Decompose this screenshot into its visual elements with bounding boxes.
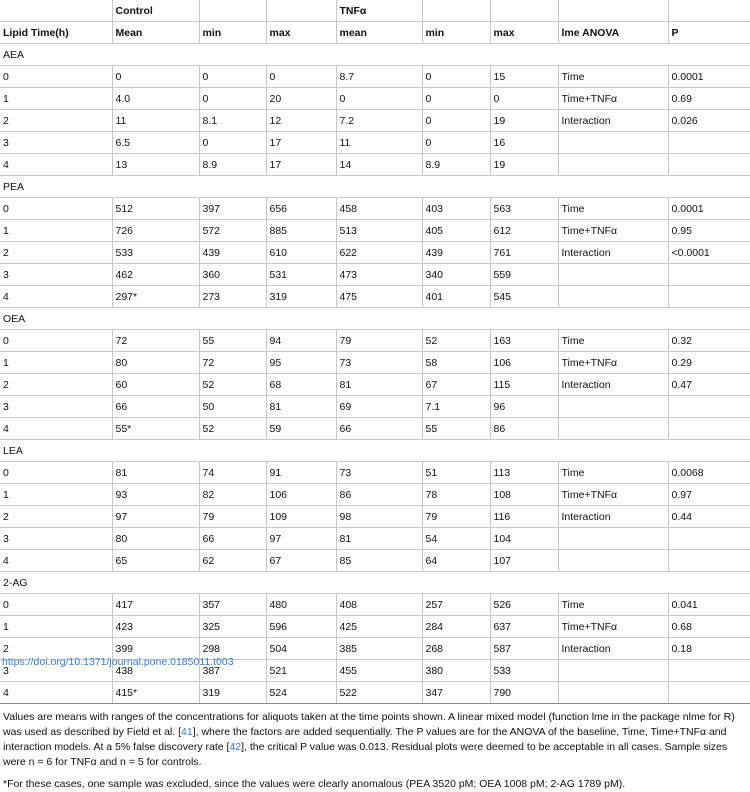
table-cell [668, 154, 750, 176]
table-cell: 67 [422, 374, 490, 396]
table-cell: Time [558, 462, 668, 484]
group-label: OEA [0, 308, 750, 330]
table-cell: 55 [422, 418, 490, 440]
table-cell: max [266, 22, 336, 44]
table-cell: 408 [336, 594, 422, 616]
table-cell: 108 [490, 484, 558, 506]
table-cell: 380 [422, 660, 490, 682]
table-cell: 58 [422, 352, 490, 374]
table-cell: 761 [490, 242, 558, 264]
table-cell [558, 528, 668, 550]
table-cell: 545 [490, 286, 558, 308]
table-cell [668, 286, 750, 308]
table-cell: 17 [266, 132, 336, 154]
table-cell: max [490, 22, 558, 44]
table-cell: 115 [490, 374, 558, 396]
table-cell: min [199, 22, 266, 44]
table-cell [668, 0, 750, 22]
table-cell: 0.18 [668, 638, 750, 660]
table-cell: 69 [336, 396, 422, 418]
table-cell: 7.1 [422, 396, 490, 418]
table-cell: Interaction [558, 638, 668, 660]
table-cell: 2 [0, 242, 112, 264]
table-cell: 2 [0, 638, 112, 660]
table-cell: 52 [199, 418, 266, 440]
table-cell: 12 [266, 110, 336, 132]
group-label: 2-AG [0, 572, 750, 594]
table-cell: P [668, 22, 750, 44]
table-cell [558, 0, 668, 22]
table-cell [266, 0, 336, 22]
table-cell: 610 [266, 242, 336, 264]
table-cell [558, 418, 668, 440]
table-cell: 0.95 [668, 220, 750, 242]
table-cell: Interaction [558, 242, 668, 264]
table-row [0, 286, 750, 308]
table-cell: 1 [0, 220, 112, 242]
table-cell: 0 [112, 66, 199, 88]
table-cell: 8.9 [422, 154, 490, 176]
table-cell: 59 [266, 418, 336, 440]
table-cell: 4.0 [112, 88, 199, 110]
table-cell: 504 [266, 638, 336, 660]
table-cell: Time [558, 330, 668, 352]
table-cell: 106 [490, 352, 558, 374]
table-cell: 399 [112, 638, 199, 660]
table-cell: 533 [490, 660, 558, 682]
table-cell: 1 [0, 616, 112, 638]
table-cell: 4 [0, 550, 112, 572]
table-cell: 97 [266, 528, 336, 550]
table-cell: 656 [266, 198, 336, 220]
table-cell: 3 [0, 660, 112, 682]
reference-link[interactable]: 41 [181, 726, 193, 738]
table-cell: 66 [112, 396, 199, 418]
table-notes [0, 704, 750, 792]
table-cell: Time [558, 594, 668, 616]
table-cell: 0 [422, 132, 490, 154]
table-cell: 612 [490, 220, 558, 242]
table-cell: 475 [336, 286, 422, 308]
table-row [0, 528, 750, 550]
group-label: AEA [0, 44, 750, 66]
table-cell: mean [336, 22, 422, 44]
table-cell: Time+TNFα [558, 352, 668, 374]
table-cell: 425 [336, 616, 422, 638]
table-cell: 11 [112, 110, 199, 132]
table-row [0, 418, 750, 440]
table-cell: 62 [199, 550, 266, 572]
table-cell: 0 [422, 88, 490, 110]
table-cell: 3 [0, 396, 112, 418]
table-cell: 2 [0, 374, 112, 396]
table-cell: 104 [490, 528, 558, 550]
table-cell: 455 [336, 660, 422, 682]
table-cell: 95 [266, 352, 336, 374]
table-cell: 319 [266, 286, 336, 308]
group-label: LEA [0, 440, 750, 462]
table-cell: Interaction [558, 374, 668, 396]
table-cell [558, 132, 668, 154]
table-cell: 97 [112, 506, 199, 528]
table-cell: 462 [112, 264, 199, 286]
table-cell: 55 [199, 330, 266, 352]
table-cell: Time+TNFα [558, 88, 668, 110]
table-cell [558, 682, 668, 704]
table-cell: 109 [266, 506, 336, 528]
group-row [0, 44, 750, 66]
table-cell: 19 [490, 154, 558, 176]
table-cell [558, 264, 668, 286]
table-cell: 11 [336, 132, 422, 154]
table-row [0, 396, 750, 418]
table-row [0, 594, 750, 616]
table-cell: 0.47 [668, 374, 750, 396]
table-cell: 360 [199, 264, 266, 286]
group-row [0, 440, 750, 462]
table-cell: 78 [422, 484, 490, 506]
table-cell: 16 [490, 132, 558, 154]
table-cell: <0.0001 [668, 242, 750, 264]
table-cell: 0 [0, 66, 112, 88]
table-cell: 107 [490, 550, 558, 572]
table-cell: 513 [336, 220, 422, 242]
table-cell: 0.44 [668, 506, 750, 528]
table-cell: 340 [422, 264, 490, 286]
table-cell: 65 [112, 550, 199, 572]
reference-link[interactable]: 42 [229, 741, 242, 753]
header-row [0, 22, 750, 44]
table-cell: 458 [336, 198, 422, 220]
table-cell: 86 [490, 418, 558, 440]
table-cell: Time+TNFα [558, 220, 668, 242]
table-cell: Interaction [558, 110, 668, 132]
table-cell: 79 [336, 330, 422, 352]
table-row [0, 330, 750, 352]
table-cell: 4 [0, 286, 112, 308]
table-cell: 93 [112, 484, 199, 506]
table-cell: 85 [336, 550, 422, 572]
table-cell: lme ANOVA [558, 22, 668, 44]
table-cell: 3 [0, 528, 112, 550]
group-row [0, 308, 750, 330]
table-cell: 273 [199, 286, 266, 308]
table-row [0, 242, 750, 264]
table-cell: 17 [266, 154, 336, 176]
table-row [0, 550, 750, 572]
table-cell: 415* [112, 682, 199, 704]
table-cell: min [422, 22, 490, 44]
table-row [0, 154, 750, 176]
table-cell: 55* [112, 418, 199, 440]
table-cell: 14 [336, 154, 422, 176]
table-cell: 2 [0, 506, 112, 528]
table-cell: 417 [112, 594, 199, 616]
table-cell: 82 [199, 484, 266, 506]
table-row [0, 462, 750, 484]
table-cell: 81 [336, 528, 422, 550]
table-cell: 512 [112, 198, 199, 220]
table-row [0, 374, 750, 396]
table-cell: 0.69 [668, 88, 750, 110]
table-cell: 1 [0, 352, 112, 374]
table-cell: 587 [490, 638, 558, 660]
table-cell: 0 [0, 462, 112, 484]
table-cell: 60 [112, 374, 199, 396]
table-cell: 52 [422, 330, 490, 352]
table-cell [668, 660, 750, 682]
table-cell: 52 [199, 374, 266, 396]
table-cell: Time [558, 198, 668, 220]
table-cell: 72 [199, 352, 266, 374]
table-cell: Mean [112, 22, 199, 44]
table-cell [490, 0, 558, 22]
table-cell: 596 [266, 616, 336, 638]
table-cell [199, 0, 266, 22]
table-cell: 81 [112, 462, 199, 484]
table-cell: 73 [336, 462, 422, 484]
table-row [0, 110, 750, 132]
table-cell: 0.026 [668, 110, 750, 132]
table-cell: 64 [422, 550, 490, 572]
table-cell: 0.29 [668, 352, 750, 374]
table-cell: 91 [266, 462, 336, 484]
table-cell: 0 [199, 88, 266, 110]
table-cell: 0 [199, 132, 266, 154]
table-cell: 790 [490, 682, 558, 704]
table-row [0, 484, 750, 506]
table-cell: 7.2 [336, 110, 422, 132]
table-cell: 0 [0, 198, 112, 220]
table-cell [668, 418, 750, 440]
table-cell: 80 [112, 528, 199, 550]
table-cell: 3 [0, 132, 112, 154]
table-row [0, 264, 750, 286]
table-cell: 726 [112, 220, 199, 242]
table-cell: 401 [422, 286, 490, 308]
table-cell [558, 550, 668, 572]
table-cell: 66 [336, 418, 422, 440]
table-row [0, 88, 750, 110]
table-cell: 0.0068 [668, 462, 750, 484]
table-cell: 67 [266, 550, 336, 572]
table-row [0, 506, 750, 528]
table-cell: 298 [199, 638, 266, 660]
table-cell [668, 264, 750, 286]
table-cell: 405 [422, 220, 490, 242]
table-cell: 572 [199, 220, 266, 242]
table-cell: 438 [112, 660, 199, 682]
table-cell: 559 [490, 264, 558, 286]
table-cell: 297* [112, 286, 199, 308]
table-cell: 98 [336, 506, 422, 528]
table-cell [558, 396, 668, 418]
table-cell: Lipid Time(h) [0, 22, 112, 44]
table-cell: 73 [336, 352, 422, 374]
table-cell: 397 [199, 198, 266, 220]
table-cell: 54 [422, 528, 490, 550]
table-cell [668, 682, 750, 704]
table-cell: 533 [112, 242, 199, 264]
table-cell: 96 [490, 396, 558, 418]
table-cell: 81 [336, 374, 422, 396]
table-cell: 163 [490, 330, 558, 352]
table-cell: 526 [490, 594, 558, 616]
table-cell: 2 [0, 110, 112, 132]
table-cell [558, 660, 668, 682]
table-cell: 20 [266, 88, 336, 110]
table-cell: 81 [266, 396, 336, 418]
table-cell: 387 [199, 660, 266, 682]
table-cell: 19 [490, 110, 558, 132]
table-cell: 0 [422, 66, 490, 88]
table-cell: 268 [422, 638, 490, 660]
table-cell: 66 [199, 528, 266, 550]
table-cell: 524 [266, 682, 336, 704]
table-cell: 0.32 [668, 330, 750, 352]
table-cell: 3 [0, 264, 112, 286]
table-cell: 72 [112, 330, 199, 352]
table-cell: 403 [422, 198, 490, 220]
table-cell: 86 [336, 484, 422, 506]
table-cell: 0 [0, 330, 112, 352]
table-cell: 0.68 [668, 616, 750, 638]
table-cell [0, 0, 112, 22]
table-cell: 0 [336, 88, 422, 110]
table-cell: 522 [336, 682, 422, 704]
table-cell: 79 [199, 506, 266, 528]
table-cell: 94 [266, 330, 336, 352]
table-cell: 0 [199, 66, 266, 88]
table-cell: 74 [199, 462, 266, 484]
table-cell: 622 [336, 242, 422, 264]
table-cell [668, 528, 750, 550]
table-cell: Interaction [558, 506, 668, 528]
table-cell: Time+TNFα [558, 616, 668, 638]
header-row [0, 0, 750, 22]
table-cell: 521 [266, 660, 336, 682]
table-cell: 116 [490, 506, 558, 528]
table-cell: 385 [336, 638, 422, 660]
table-row [0, 616, 750, 638]
table-cell: 439 [199, 242, 266, 264]
table-cell: 423 [112, 616, 199, 638]
table-cell: Time [558, 66, 668, 88]
table-cell: 637 [490, 616, 558, 638]
table-cell: 0 [490, 88, 558, 110]
group-row [0, 572, 750, 594]
table-cell: 8.7 [336, 66, 422, 88]
table-cell: 1 [0, 88, 112, 110]
group-label: PEA [0, 176, 750, 198]
table-cell: 79 [422, 506, 490, 528]
table-cell: 473 [336, 264, 422, 286]
table-row [0, 198, 750, 220]
table-row [0, 66, 750, 88]
footnote-excluded: *For these cases, one sample was excluded, since the values were clearly anomalous (PEA 3520 pM; OEA 1008 pM; 2-AG 1789 pM). [3, 778, 626, 790]
table-cell: 0 [266, 66, 336, 88]
table-cell: 106 [266, 484, 336, 506]
table-cell: TNFα [336, 0, 422, 22]
table-row [0, 132, 750, 154]
table-cell: 68 [266, 374, 336, 396]
table-cell [668, 396, 750, 418]
table-cell: 531 [266, 264, 336, 286]
table-cell: 284 [422, 616, 490, 638]
table-cell: 6.5 [112, 132, 199, 154]
table-cell: 480 [266, 594, 336, 616]
table-cell: 51 [422, 462, 490, 484]
table-cell: 1 [0, 484, 112, 506]
table-cell: 80 [112, 352, 199, 374]
table-cell: 15 [490, 66, 558, 88]
doi-link[interactable]: https://doi.org/10.1371/journal.pone.0185011.t003 [2, 656, 234, 668]
footnote-methods: Values are means with ranges of the concentrations for aliquots taken at the time points shown. A linear mixed model (function lme in the package nlme for R) was used as described by Field et al. [41], where the factors are added sequentially. The P values are for the ANOVA of the baseline, Time, Time+TNFα and interaction models. At a 5% false discovery rate [42], the critical P value was 0.013. Residual plots were deemed to be acceptable in all cases. Sample sizes were n = 6 for TNFα and n = 5 for controls. [3, 711, 735, 768]
table-cell: 325 [199, 616, 266, 638]
table-cell [668, 132, 750, 154]
table-cell: 0.041 [668, 594, 750, 616]
table-cell: 50 [199, 396, 266, 418]
table-cell [668, 550, 750, 572]
table-cell: 4 [0, 418, 112, 440]
table-cell: 319 [199, 682, 266, 704]
table-cell: 4 [0, 154, 112, 176]
table-cell: 8.9 [199, 154, 266, 176]
table-cell: Control [112, 0, 199, 22]
table-cell: 0.97 [668, 484, 750, 506]
table-cell: 0.0001 [668, 198, 750, 220]
table-cell: 113 [490, 462, 558, 484]
table-cell: Time+TNFα [558, 484, 668, 506]
table-cell: 8.1 [199, 110, 266, 132]
table-cell [422, 0, 490, 22]
table-cell: 4 [0, 682, 112, 704]
table-cell: 563 [490, 198, 558, 220]
table-cell: 885 [266, 220, 336, 242]
table-row [0, 220, 750, 242]
table-cell: 347 [422, 682, 490, 704]
table-cell: 257 [422, 594, 490, 616]
table-row [0, 682, 750, 704]
table-cell: 13 [112, 154, 199, 176]
table-cell: 0.0001 [668, 66, 750, 88]
table-cell: 0 [422, 110, 490, 132]
table-row [0, 352, 750, 374]
table-cell [558, 154, 668, 176]
table-cell: 0 [0, 594, 112, 616]
table-cell: 439 [422, 242, 490, 264]
group-row [0, 176, 750, 198]
table-cell [558, 286, 668, 308]
table-cell: 357 [199, 594, 266, 616]
